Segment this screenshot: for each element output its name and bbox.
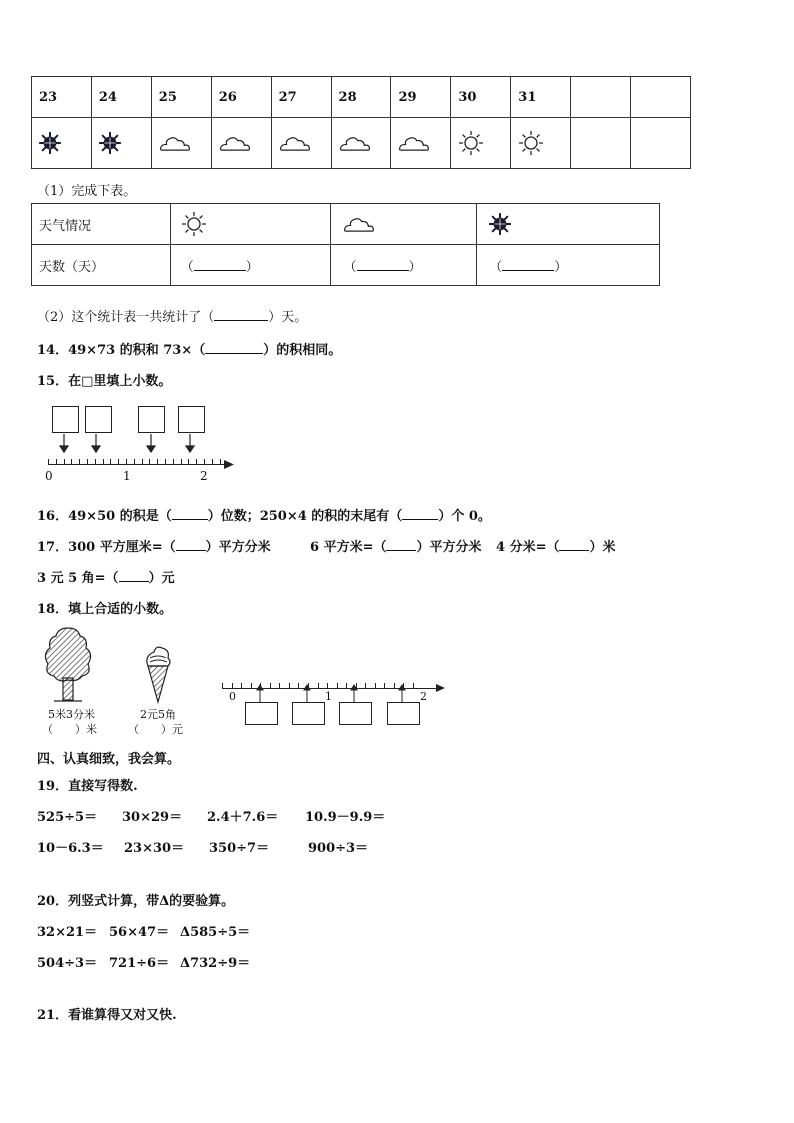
decimal-answer-box[interactable] xyxy=(85,406,112,433)
answer-blank[interactable] xyxy=(205,341,263,354)
number-line-tick xyxy=(118,459,119,464)
snowflake-icon xyxy=(99,132,121,154)
number-line-tick xyxy=(165,459,166,464)
q16-text-mid: ）位数；250×4 的积的末尾有（ xyxy=(207,509,403,524)
number-line-tick xyxy=(222,683,223,688)
sun-icon xyxy=(181,211,207,237)
ice-cream-icon xyxy=(140,644,174,706)
calendar-day-row xyxy=(32,77,691,118)
day-cell: 28 xyxy=(331,77,391,118)
day-cell: 29 xyxy=(391,77,451,118)
number-line-tick xyxy=(134,459,135,464)
calc-item: 721÷6＝ xyxy=(109,956,170,971)
day-cell: 23 xyxy=(32,77,92,118)
weather-calendar-table xyxy=(31,76,691,169)
calc-item: Δ585÷5＝ xyxy=(180,925,251,940)
calc-item: 2.4＋7.6＝ xyxy=(207,810,279,825)
snowflake-icon xyxy=(39,132,61,154)
number-line-tick xyxy=(181,459,182,464)
decimal-answer-box[interactable] xyxy=(292,702,325,725)
answer-cell xyxy=(170,245,331,286)
answer-blank[interactable] xyxy=(502,258,554,271)
cloud-icon xyxy=(159,134,191,153)
number-line-tick xyxy=(220,459,221,464)
number-line-tick xyxy=(149,459,150,464)
day-cell: 25 xyxy=(151,77,211,118)
q13-part2-text-end: ）天。 xyxy=(268,310,308,325)
weather-summary-table xyxy=(31,203,660,286)
number-line-tick xyxy=(196,459,197,464)
paren-close: ） xyxy=(554,259,568,275)
decimal-answer-box[interactable] xyxy=(52,406,79,433)
number-line-tick xyxy=(157,459,158,464)
paren-open: （ xyxy=(343,259,357,275)
weather-cell xyxy=(331,118,391,169)
question-17-part-d xyxy=(37,567,175,586)
answer-blank[interactable] xyxy=(194,258,246,271)
weather-cell xyxy=(271,118,331,169)
question-17-part-b xyxy=(310,536,481,555)
q14-text-end: ）的积相同。 xyxy=(263,343,342,358)
q14-text: 14．49×73 的积和 73×（ xyxy=(37,343,206,358)
calendar-weather-row xyxy=(32,118,691,169)
row-label: 天数（天） xyxy=(32,245,171,286)
paren-close: ） xyxy=(245,259,259,275)
arrowhead-icon xyxy=(436,684,445,692)
tick-label: 0 xyxy=(229,690,236,703)
answer-blank[interactable] xyxy=(386,538,416,551)
q13-part2-text: （2）这个统计表一共统计了（ xyxy=(37,310,215,325)
question-17-part-c xyxy=(496,536,615,555)
answer-blank[interactable] xyxy=(559,538,589,551)
weather-cell xyxy=(631,118,691,169)
question-20-title: 20．列竖式计算，带Δ的要验算。 xyxy=(37,894,235,909)
calc-item: 10.9－9.9＝ xyxy=(305,810,386,825)
answer-blank[interactable] xyxy=(357,258,409,271)
answer-blank[interactable] xyxy=(119,569,149,582)
cloud-icon xyxy=(219,134,251,153)
decimal-answer-box[interactable] xyxy=(387,702,420,725)
calc-item: 32×21＝ xyxy=(37,925,98,940)
number-line-tick xyxy=(204,459,205,464)
cloud-icon xyxy=(339,134,371,153)
cloud-icon xyxy=(343,215,375,234)
summary-days-row xyxy=(32,245,660,286)
number-line-tick xyxy=(126,459,127,464)
tree-caption: 5米3分米 xyxy=(48,708,95,721)
number-line-tick xyxy=(87,459,88,464)
q17-a-text: 17．300 平方厘米=（ xyxy=(37,540,176,555)
day-cell: 24 xyxy=(91,77,151,118)
weather-cell xyxy=(571,118,631,169)
tick-label: 2 xyxy=(200,469,208,483)
weather-cell xyxy=(91,118,151,169)
q17-b-unit: ）平方分米 xyxy=(416,540,482,555)
decimal-answer-box[interactable] xyxy=(339,702,372,725)
weather-cell xyxy=(451,118,511,169)
paren-open: （ xyxy=(489,259,503,275)
q17-d-text: 3 元 5 角=（ xyxy=(37,571,119,586)
number-line-tick xyxy=(95,459,96,464)
day-cell: 31 xyxy=(511,77,571,118)
answer-blank[interactable] xyxy=(172,507,208,520)
number-line-tick xyxy=(103,459,104,464)
tick-label: 0 xyxy=(45,469,53,483)
question-19-title: 19．直接写得数. xyxy=(37,779,138,794)
day-cell xyxy=(571,77,631,118)
weather-cell xyxy=(211,118,271,169)
calc-item: 900÷3＝ xyxy=(308,841,369,856)
question-16 xyxy=(37,505,491,524)
decimal-answer-box[interactable] xyxy=(245,702,278,725)
decimal-answer-box[interactable] xyxy=(138,406,165,433)
number-line-tick xyxy=(71,459,72,464)
q17-d-unit: ）元 xyxy=(148,571,175,586)
day-cell: 26 xyxy=(211,77,271,118)
day-cell xyxy=(631,77,691,118)
number-line-tick xyxy=(142,459,143,464)
decimal-answer-box[interactable] xyxy=(178,406,205,433)
weather-cell xyxy=(151,118,211,169)
sunny-header-cell xyxy=(170,204,331,245)
weather-cell xyxy=(32,118,92,169)
q13-part2 xyxy=(37,306,307,325)
number-line-tick xyxy=(79,459,80,464)
question-21-title: 21．看谁算得又对又快. xyxy=(37,1008,177,1023)
tick-label: 2 xyxy=(420,690,427,703)
q17-c-text: 4 分米=（ xyxy=(496,540,560,555)
tick-label: 1 xyxy=(123,469,131,483)
ice-cream-answer-blank[interactable]: （ ）元 xyxy=(128,723,183,736)
calc-item: 525÷5＝ xyxy=(37,810,98,825)
calc-item: 10－6.3＝ xyxy=(37,841,104,856)
cloud-icon xyxy=(398,134,430,153)
number-line-tick xyxy=(56,459,57,464)
paren-open: （ xyxy=(180,259,194,275)
number-line-tick xyxy=(110,459,111,464)
number-line-tick xyxy=(212,459,213,464)
answer-blank[interactable] xyxy=(176,538,206,551)
answer-cell xyxy=(331,245,477,286)
number-line-tick xyxy=(64,459,65,464)
answer-blank[interactable] xyxy=(214,308,268,321)
weather-cell xyxy=(391,118,451,169)
number-line-tick xyxy=(241,683,242,688)
q16-text-end: ）个 0。 xyxy=(438,509,491,524)
calc-item: 23×30＝ xyxy=(124,841,185,856)
question-18-title: 18．填上合适的小数。 xyxy=(37,602,173,617)
summary-weather-row xyxy=(32,204,660,245)
number-line-tick xyxy=(48,459,49,464)
sun-icon xyxy=(518,130,544,156)
cloudy-header-cell xyxy=(331,204,477,245)
q18-arrows xyxy=(250,684,420,704)
row-label: 天气情况 xyxy=(32,204,171,245)
section-4-title: 四、认真细致，我会算。 xyxy=(37,752,181,767)
paren-close: ） xyxy=(408,259,422,275)
tree-icon xyxy=(40,626,96,704)
q16-text: 16．49×50 的积是（ xyxy=(37,509,172,524)
day-cell: 30 xyxy=(451,77,511,118)
calc-item: 56×47＝ xyxy=(109,925,170,940)
cloud-icon xyxy=(279,134,311,153)
answer-blank[interactable] xyxy=(402,507,438,520)
answer-cell xyxy=(477,245,660,286)
q13-part1-instruction: （1）完成下表。 xyxy=(37,184,137,199)
number-line-tick xyxy=(173,459,174,464)
tree-answer-blank[interactable]: （ ）米 xyxy=(42,723,97,736)
calc-item: Δ732÷9＝ xyxy=(180,956,251,971)
day-cell: 27 xyxy=(271,77,331,118)
calc-item: 30×29＝ xyxy=(122,810,183,825)
ice-cream-caption: 2元5角 xyxy=(140,708,176,721)
weather-cell xyxy=(511,118,571,169)
tick-label: 1 xyxy=(325,690,332,703)
q17-a-unit: ）平方分米 xyxy=(205,540,271,555)
arrowhead-icon xyxy=(224,460,234,469)
snow-header-cell xyxy=(477,204,660,245)
q17-c-unit: ）米 xyxy=(589,540,616,555)
calc-item: 504÷3＝ xyxy=(37,956,98,971)
question-17-part-a xyxy=(37,536,271,555)
q17-b-text: 6 平方米=（ xyxy=(310,540,387,555)
number-line-tick xyxy=(188,459,189,464)
snowflake-icon xyxy=(489,213,511,235)
question-14 xyxy=(37,339,341,358)
question-15-title: 15．在□里填上小数。 xyxy=(37,374,172,389)
number-line-tick xyxy=(232,683,233,688)
number-line-axis xyxy=(48,464,226,465)
calc-item: 350÷7＝ xyxy=(209,841,270,856)
sun-icon xyxy=(458,130,484,156)
